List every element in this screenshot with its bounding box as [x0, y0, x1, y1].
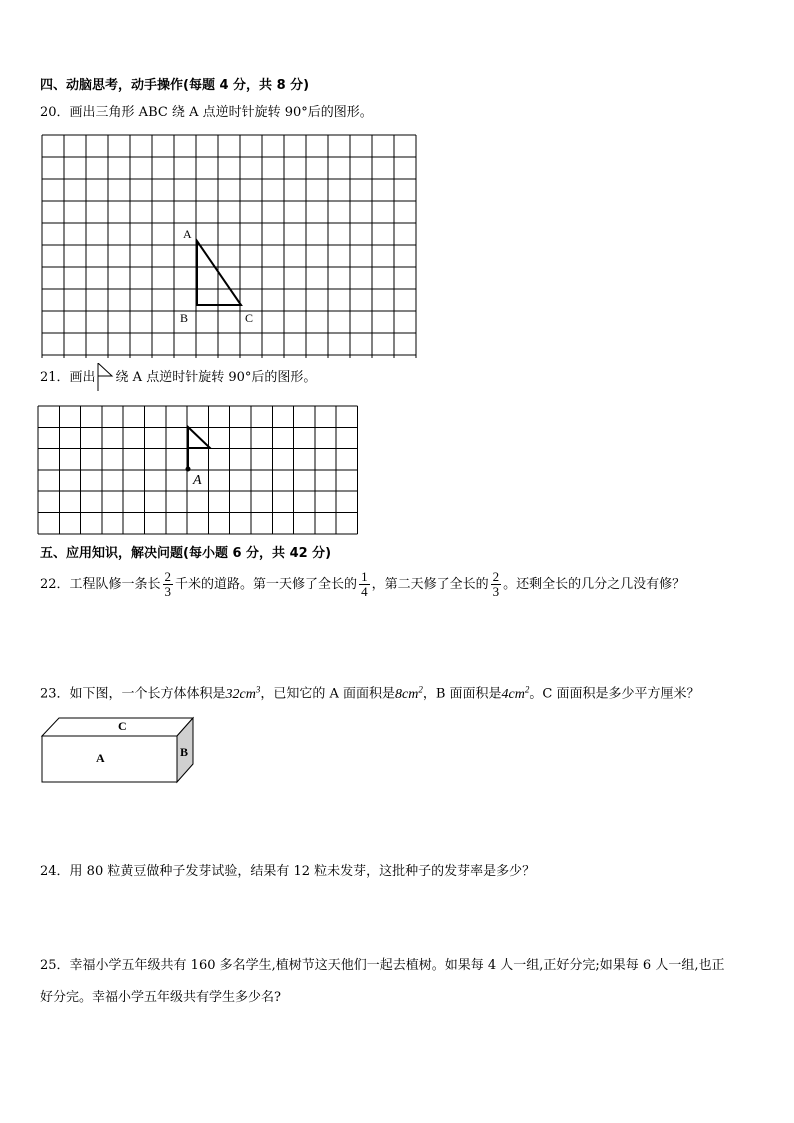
triangle-abc [197, 241, 241, 305]
volume-number: 32cm [225, 686, 256, 702]
label-c: C [118, 719, 127, 733]
label-a: A [183, 227, 192, 241]
volume-value [225, 684, 261, 702]
question-21-prefix: 21．画出 [40, 370, 96, 385]
fraction-denominator: 3 [492, 584, 500, 599]
question-22-line [40, 568, 685, 602]
q23-part3: ，B 面面积是 [422, 686, 502, 702]
q22-part2: 千米的道路。第一天修了全长的 [175, 577, 358, 592]
fraction-denominator: 4 [361, 584, 368, 599]
face-a [42, 736, 177, 782]
point-a [186, 467, 191, 472]
label-a: A [96, 751, 105, 765]
q22-part3: ，第二天修了全长的 [371, 577, 489, 592]
flag-shape [188, 427, 210, 469]
label-c: C [245, 311, 254, 325]
area-b-number: 4cm [501, 686, 525, 702]
q21-grid [38, 406, 358, 534]
area-a-value [395, 684, 423, 702]
q20-grid [42, 135, 416, 358]
q22-part1: 22．工程队修一条长 [40, 577, 161, 592]
label-b: B [180, 745, 189, 759]
fraction-numerator: 2 [164, 569, 172, 584]
question-25-line2: 好分完。幸福小学五年级共有学生多少名? [40, 990, 281, 1005]
q23-part2: ，已知它的 A 面面积是 [260, 686, 396, 702]
label-b: B [180, 311, 189, 325]
flag-icon [96, 363, 116, 393]
q23-part4: 。C 面面积是多少平方厘米？ [529, 686, 700, 702]
fraction-two-thirds [163, 570, 174, 599]
area-a-exponent: 2 [418, 684, 423, 694]
area-a-number: 8cm [395, 686, 419, 702]
q23-part1: 23．如下图，一个长方体体积是 [40, 686, 226, 702]
label-a: A [193, 473, 202, 488]
question-20-text: 20．画出三角形 ABC 绕 A 点逆时针旋转 90°后的图形。 [40, 105, 373, 120]
area-b-exponent: 2 [524, 684, 530, 694]
question-21-line [40, 370, 316, 386]
question-21-suffix: 绕 A 点逆时针旋转 90°后的图形。 [115, 370, 317, 385]
cuboid-figure [36, 712, 202, 788]
question-24-text: 24．用 80 粒黄豆做种子发芽试验，结果有 12 粒未发芽，这批种子的发芽率是多少？ [40, 864, 536, 879]
fraction-two-thirds [491, 570, 502, 599]
question-23-line [40, 681, 699, 703]
volume-exponent: 3 [255, 684, 261, 694]
section-5-title: 五、应用知识，解决问题(每小题 6 分，共 42 分) [40, 546, 332, 561]
question-25-line1: 25．幸福小学五年级共有 160 多名学生,植树节这天他们一起去植树。如果每 4 人一组,正好分完;如果每 6 人一组,也正 [40, 958, 725, 973]
fraction-numerator: 1 [361, 569, 368, 584]
fraction-numerator: 2 [492, 569, 500, 584]
fraction-one-quarter [359, 570, 370, 599]
q21-figure [34, 402, 364, 538]
q22-part4: 。还剩全长的几分之几没有修？ [503, 577, 686, 592]
section-4-title: 四、动脑思考，动手操作(每题 4 分，共 8 分) [40, 78, 310, 93]
fraction-denominator: 3 [164, 584, 172, 599]
q20-figure [30, 128, 430, 358]
area-b-value [501, 684, 530, 702]
